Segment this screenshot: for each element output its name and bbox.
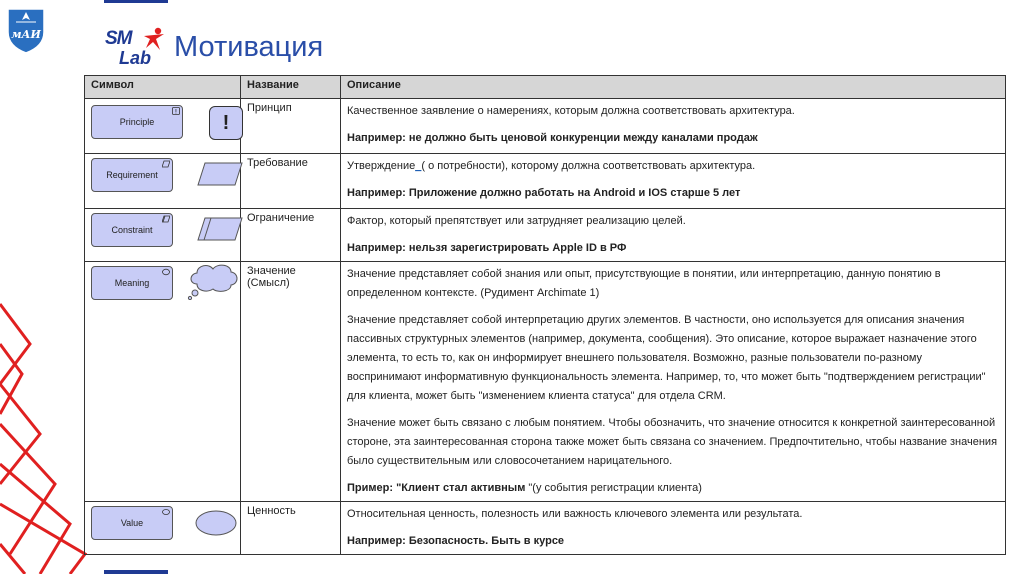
value-corner-icon (162, 508, 170, 516)
meaning-cloud-icon (187, 262, 239, 300)
principle-element (91, 105, 183, 139)
name-cell: Требование (241, 154, 341, 209)
smlab-logo-sm: SM (105, 28, 132, 49)
table-header-row (85, 76, 1006, 99)
symbol-cell (85, 209, 241, 262)
symbol-cell (85, 99, 241, 154)
symbol-cell (85, 262, 241, 502)
top-accent-bar (104, 0, 168, 3)
header-name: Название (241, 76, 341, 99)
description-text: Значение представляет собой интерпретацию других элементов. В частности, оно используется для описания значения пассивных структурных элементов (например, документа, сообщения). Это описание, которое выражает назначение этого элемента, то есть то, как он информирует внешнего пользователя. Возможно, разные пользователи по-разному воспринимают информативную функциональность элемента. Например, то, что может быть "подтверждением регистрации" для клиента, может быть "изменением клиента статуса" для отдела CRM. (347, 314, 986, 402)
description-text: Значение может быть связано с любым понятием. Чтобы обозначить, что значение относится к конкретной заинтересованной стороне, эта заинтересованная сторона также может быть связана со значением. Предпочтительно, чтобы название значения было существительным или словосочетанием нарицательного. (347, 417, 998, 467)
bottom-accent-bar (104, 570, 168, 574)
symbol-cell (85, 502, 241, 555)
table-row (85, 154, 1006, 209)
description-text (347, 157, 999, 176)
motivation-table (84, 75, 1006, 555)
table-row (85, 502, 1006, 555)
example-text: Например: Приложение должно работать на Android и IOS старше 5 лет (347, 187, 741, 199)
description-text-pre: Утверждение (347, 160, 416, 172)
requirement-parallelogram-icon (197, 162, 243, 186)
svg-text:!: ! (174, 108, 178, 115)
name-cell: Значение (Смысл) (241, 262, 341, 502)
constraint-parallelogram-icon (197, 217, 243, 241)
constraint-element-label: Constraint (111, 225, 153, 235)
table-row (85, 99, 1006, 154)
description-cell (341, 99, 1006, 154)
value-ellipse-icon (195, 510, 237, 536)
principle-glyph: ! (222, 112, 230, 134)
example-text: Например: нельзя зарегистрировать Apple ID в РФ (347, 242, 627, 254)
name-cell: Ценность (241, 502, 341, 555)
requirement-element (91, 158, 173, 192)
symbol-cell (85, 154, 241, 209)
constraint-element (91, 213, 173, 247)
value-element-label: Value (120, 518, 144, 528)
smlab-logo (104, 26, 168, 72)
description-cell (341, 262, 1006, 502)
example-text (347, 479, 999, 498)
requirement-corner-icon (162, 160, 170, 168)
name-cell: Ограничение (241, 209, 341, 262)
description-cell (341, 502, 1006, 555)
description-text: Относительная ценность, полезность или важность ключевого элемента или результата. (347, 508, 803, 520)
example-rest-text: "(у события регистрации клиента) (528, 482, 702, 494)
smlab-logo-lab: Lab (119, 48, 152, 68)
running-figure-icon (138, 26, 168, 52)
description-cell (341, 154, 1006, 209)
description-text-post: ( о потребности), которому должна соответствовать архитектура. (421, 160, 756, 172)
principle-element-label: Principle (119, 117, 155, 127)
requirement-element-label: Requirement (106, 170, 158, 180)
example-bold-text: Пример: "Клиент стал активным (347, 482, 529, 494)
mai-logo (6, 6, 46, 54)
name-cell: Принцип (241, 99, 341, 154)
description-text: Значение представляет собой знания или опыт, присутствующие в понятии, или интерпретацию, данную понятию в определенном контексте. (Рудимент Archimate 1) (347, 268, 941, 299)
description-cell (341, 209, 1006, 262)
meaning-corner-icon (162, 268, 170, 276)
principle-corner-icon (172, 107, 180, 115)
mai-logo-text: мАИ (11, 28, 41, 41)
description-text: Фактор, который препятствует или затрудняет реализацию целей. (347, 215, 686, 227)
description-text: Качественное заявление о намерениях, которым должна соответствовать архитектура. (347, 105, 795, 117)
description-link-mark: _ (415, 160, 422, 172)
header-description: Описание (341, 76, 1006, 99)
meaning-element (91, 266, 173, 300)
principle-icon (209, 106, 243, 140)
constraint-corner-icon (162, 215, 170, 223)
meaning-element-label: Meaning (114, 278, 150, 288)
example-text: Например: Безопасность. Быть в курсе (347, 535, 565, 547)
table-row (85, 262, 1006, 502)
value-element (91, 506, 173, 540)
header-symbol: Символ (85, 76, 241, 99)
page-title: Мотивация (174, 31, 324, 63)
table-row (85, 209, 1006, 262)
example-text: Например: не должно быть ценовой конкуренции между каналами продаж (347, 132, 758, 144)
